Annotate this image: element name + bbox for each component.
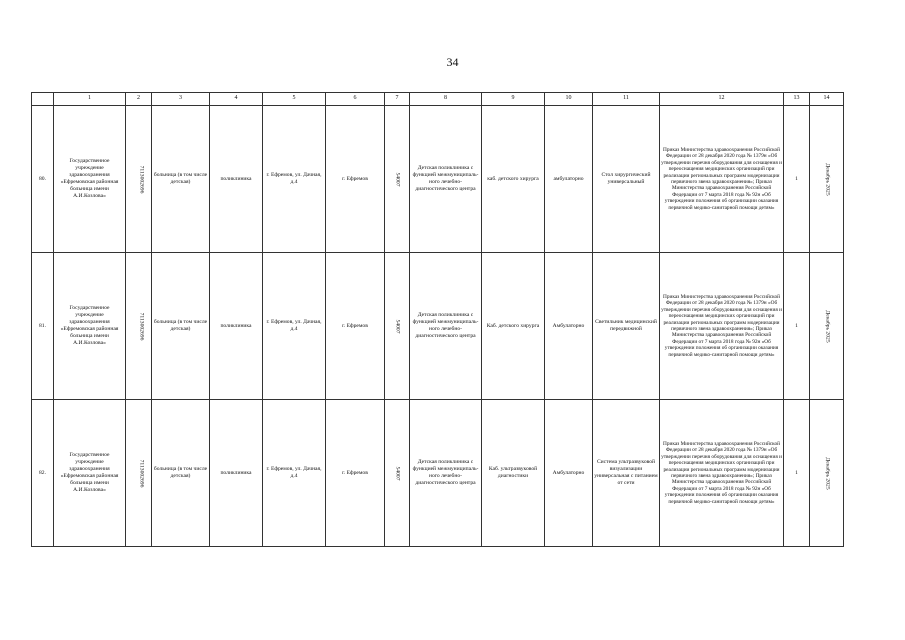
- order-reference: Приказ Министерства здравоохранения Российской Федерации от 28 декабря 2020 года № 1379н «Об утверждении перечня оборудования для оснащения и переоснащения медицинских организаций при реализации региональных программ модернизации первичного звена здравоохранения»; Приказ Министерства здравоохранения Российской Федерации от 7 марта 2018 года № 92н «Об утверждении положения об организации оказания первичной медико-санитарной помощи детям»: [660, 253, 784, 400]
- table-row: [32, 400, 844, 547]
- date-value: Декабрь 2025: [824, 309, 831, 343]
- header-cell: 6: [326, 93, 385, 106]
- order-reference: Приказ Министерства здравоохранения Российской Федерации от 28 декабря 2020 года № 1379н «Об утверждении перечня оборудования для оснащения и переоснащения медицинских организаций при реализации региональных программ модернизации первичного звена здравоохранения»; Приказ Министерства здравоохранения Российской Федерации от 7 марта 2018 года № 92н «Об утверждении положения об организации оказания первичной медико-санитарной помощи детям»: [660, 106, 784, 253]
- row-number: 81.: [32, 253, 54, 400]
- unit-name: Детская поликлиника с функцией межмуниципаль-ного лечебно-диагностического центра: [410, 253, 482, 400]
- header-cell: 1: [54, 93, 126, 106]
- city: г. Ефремов: [326, 253, 385, 400]
- date-cell: [810, 106, 844, 253]
- header-cell: 9: [482, 93, 545, 106]
- department: поликлиника: [210, 400, 263, 547]
- facility-type: больница (в том числе детская): [152, 400, 210, 547]
- organization-name: Государственное учреждение здравоохранения «Ефремовская районная больница имени А.И.Козлова»: [54, 106, 126, 253]
- header-cell: 12: [660, 93, 784, 106]
- equipment-name: Стол хирургический универсальный: [593, 106, 660, 253]
- page-number: 34: [446, 55, 459, 69]
- facility-type: больница (в том числе детская): [152, 253, 210, 400]
- department: поликлиника: [210, 253, 263, 400]
- code-value: 54007: [394, 172, 401, 186]
- date-value: Декабрь 2025: [824, 456, 831, 490]
- inn-cell: [126, 400, 152, 547]
- order-reference: Приказ Министерства здравоохранения Российской Федерации от 28 декабря 2020 года № 1379н «Об утверждении перечня оборудования для оснащения и переоснащения медицинских организаций при реализации региональных программ модернизации первичного звена здравоохранения»; Приказ Министерства здравоохранения Российской Федерации от 7 марта 2018 года № 92н «Об утверждении положения об организации оказания первичной медико-санитарной помощи детям»: [660, 400, 784, 547]
- inn-cell: [126, 253, 152, 400]
- city: г. Ефремов: [326, 400, 385, 547]
- header-cell: 7: [385, 93, 410, 106]
- header-cell: 3: [152, 93, 210, 106]
- date-cell: [810, 400, 844, 547]
- room: каб. детского хирурга: [482, 106, 545, 253]
- room: Каб. детского хирурга: [482, 253, 545, 400]
- table-row: [32, 106, 844, 253]
- row-number: 82.: [32, 400, 54, 547]
- care-mode: Амбулаторно: [545, 400, 593, 547]
- header-cell: 5: [263, 93, 326, 106]
- room: Каб. ультразвуковой диагностики: [482, 400, 545, 547]
- equipment-name: Светильник медицинский передвижной: [593, 253, 660, 400]
- code-cell: [385, 253, 410, 400]
- care-mode: амбулаторно: [545, 106, 593, 253]
- header-cell: 13: [784, 93, 810, 106]
- address: г. Ефремов, ул. Дачная, д.4: [263, 106, 326, 253]
- quantity: 1: [784, 253, 810, 400]
- header-cell: 4: [210, 93, 263, 106]
- table-row: [32, 253, 844, 400]
- equipment-table: [31, 92, 844, 547]
- header-cell: 14: [810, 93, 844, 106]
- inn-value: 7113002696: [138, 165, 145, 193]
- department: поликлиника: [210, 106, 263, 253]
- date-cell: [810, 253, 844, 400]
- inn-value: 7113002696: [138, 312, 145, 340]
- city: г. Ефремов: [326, 106, 385, 253]
- header-cell: 10: [545, 93, 593, 106]
- code-value: 54007: [394, 319, 401, 333]
- code-value: 54007: [394, 466, 401, 480]
- organization-name: Государственное учреждение здравоохранения «Ефремовская районная больница имени А.И.Козлова»: [54, 253, 126, 400]
- address: г. Ефремов, ул. Дачная, д.4: [263, 400, 326, 547]
- address: г. Ефремов, ул. Дачная, д.4: [263, 253, 326, 400]
- header-cell: [32, 93, 54, 106]
- row-number: 80.: [32, 106, 54, 253]
- header-cell: 8: [410, 93, 482, 106]
- inn-value: 7113002696: [138, 459, 145, 487]
- equipment-name: Система ультразвуковой визуализации универсальная с питанием от сети: [593, 400, 660, 547]
- facility-type: больница (в том числе детская): [152, 106, 210, 253]
- code-cell: [385, 106, 410, 253]
- quantity: 1: [784, 106, 810, 253]
- header-row: [32, 93, 844, 106]
- header-cell: 11: [593, 93, 660, 106]
- date-value: Декабрь 2025: [824, 162, 831, 196]
- code-cell: [385, 400, 410, 547]
- organization-name: Государственное учреждение здравоохранения «Ефремовская районная больница имени А.И.Козлова»: [54, 400, 126, 547]
- header-cell: 2: [126, 93, 152, 106]
- unit-name: Детская поликлиника с функцией межмуниципаль-ного лечебно-диагностического центра: [410, 400, 482, 547]
- quantity: 1: [784, 400, 810, 547]
- care-mode: Амбулаторно: [545, 253, 593, 400]
- unit-name: Детская поликлиника с функцией межмуниципаль-ного лечебно-диагностического центра: [410, 106, 482, 253]
- inn-cell: [126, 106, 152, 253]
